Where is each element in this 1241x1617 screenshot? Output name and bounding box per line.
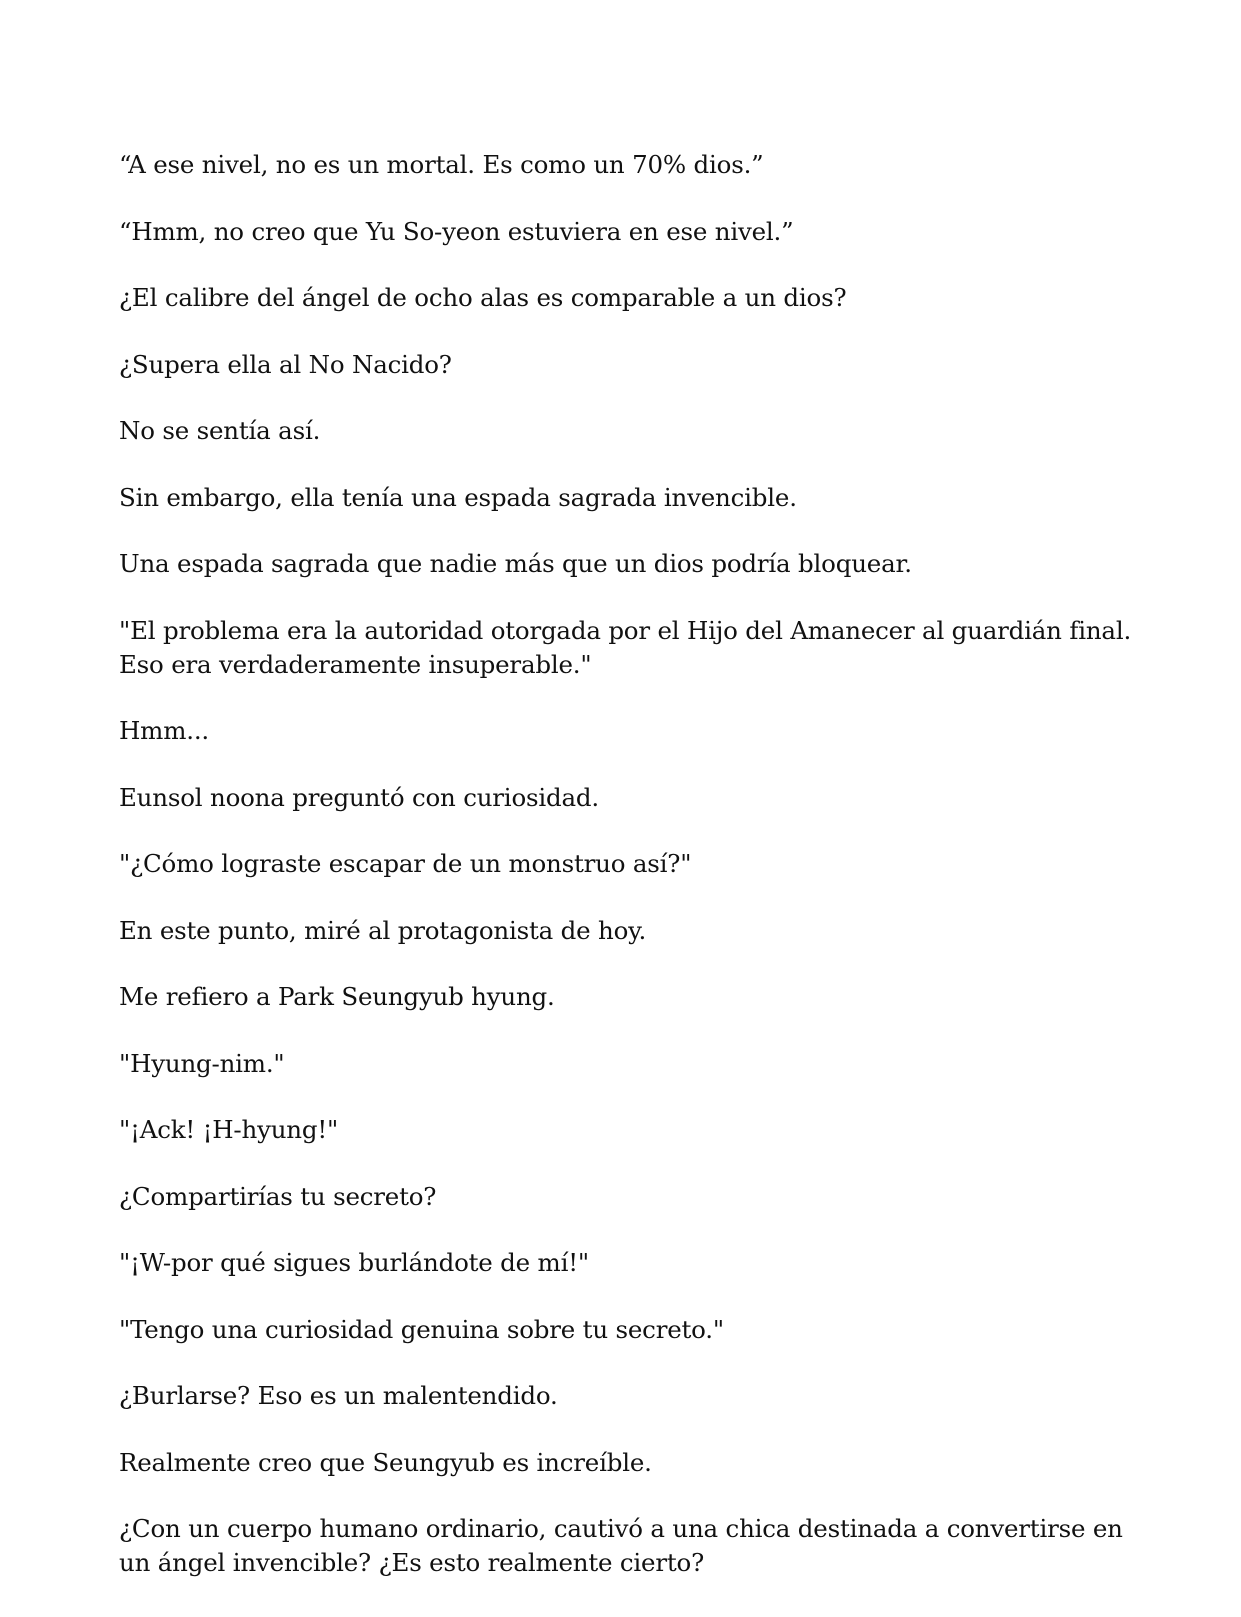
paragraph: ¿Supera ella al No Nacido?: [119, 349, 452, 379]
paragraph: “A ese nivel, no es un mortal. Es como un 70% dios.”: [119, 150, 764, 179]
paragraph: Me refiero a Park Seungyub hyung.: [119, 982, 555, 1011]
paragraph: Eunsol noona preguntó con curiosidad.: [119, 782, 599, 812]
paragraph: "¡Ack! ¡H-hyung!": [119, 1115, 339, 1144]
paragraph: Hmm...: [119, 716, 209, 745]
paragraph: ¿Compartirías tu secreto?: [119, 1181, 437, 1211]
document-body: [119, 148, 1139, 1613]
paragraph: "Hyung-nim.": [119, 1048, 285, 1078]
paragraph: "Tengo una curiosidad genuina sobre tu secreto.": [119, 1314, 724, 1344]
paragraph: "¿Cómo lograste escapar de un monstruo así?": [119, 849, 692, 878]
paragraph: ¿Con un cuerpo humano ordinario, cautivó a una chica destinada a convertirse en un ángel invencible? ¿Es esto realmente cierto?: [119, 1514, 1123, 1577]
paragraph: No se sentía así.: [119, 416, 321, 445]
paragraph: "¡W-por qué sigues burlándote de mí!": [119, 1248, 589, 1277]
paragraph: ¿El calibre del ángel de ocho alas es comparable a un dios?: [119, 283, 847, 312]
paragraph: Sin embargo, ella tenía una espada sagrada invencible.: [119, 482, 797, 512]
paragraph: ¿Burlarse? Eso es un malentendido.: [119, 1381, 558, 1410]
paragraph: En este punto, miré al protagonista de hoy.: [119, 915, 647, 945]
paragraph: Realmente creo que Seungyub es increíble.: [119, 1447, 652, 1477]
paragraph: "El problema era la autoridad otorgada por el Hijo del Amanecer al guardián final. Eso era verdaderamente insuperable.": [119, 615, 1132, 679]
paragraph: “Hmm, no creo que Yu So-yeon estuviera en ese nivel.”: [119, 216, 794, 246]
paragraph: Una espada sagrada que nadie más que un dios podría bloquear.: [119, 549, 912, 578]
